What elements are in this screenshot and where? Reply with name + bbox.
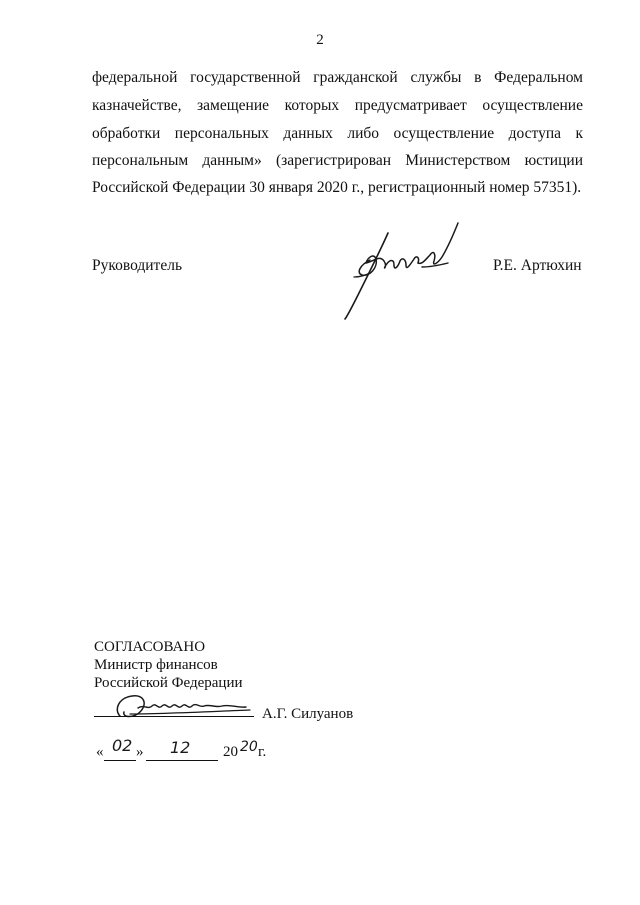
body-line: обработки персональных данных либо осуществление доступа к: [92, 125, 583, 142]
body-line: Российской Федерации 30 января 2020 г., регистрационный номер 57351).: [92, 179, 582, 196]
approval-heading: СОГЛАСОВАНО: [94, 639, 206, 655]
approval-organization: Российской Федерации: [94, 675, 243, 691]
approval-signatory-name: А.Г. Силуанов: [262, 706, 354, 722]
signatory-name: Р.Е. Артюхин: [493, 257, 582, 274]
date-year-prefix: 20: [223, 744, 238, 760]
date-month-line: [146, 760, 218, 761]
head-signature-image: [330, 215, 470, 323]
signature-line: [94, 716, 254, 717]
date-day: 02: [112, 736, 133, 755]
date-year-end: г.: [258, 744, 267, 760]
body-line: персональным данным» (зарегистрирован Министерством юстиции: [92, 152, 583, 169]
date-day-line: [104, 760, 136, 761]
body-line: казначействе, замещение которых предусматривает осуществление: [92, 97, 583, 114]
page-number: 2: [316, 32, 324, 48]
signatory-position: Руководитель: [92, 257, 183, 274]
approval-position: Министр финансов: [94, 657, 218, 673]
date-open-quote: «: [96, 744, 104, 760]
minister-signature-image: [100, 690, 260, 724]
date-month: 12: [170, 738, 191, 757]
date-year-suffix: 20: [240, 739, 258, 755]
body-line: федеральной государственной гражданской службы в Федеральном: [92, 69, 583, 86]
date-close-quote: »: [136, 744, 144, 760]
